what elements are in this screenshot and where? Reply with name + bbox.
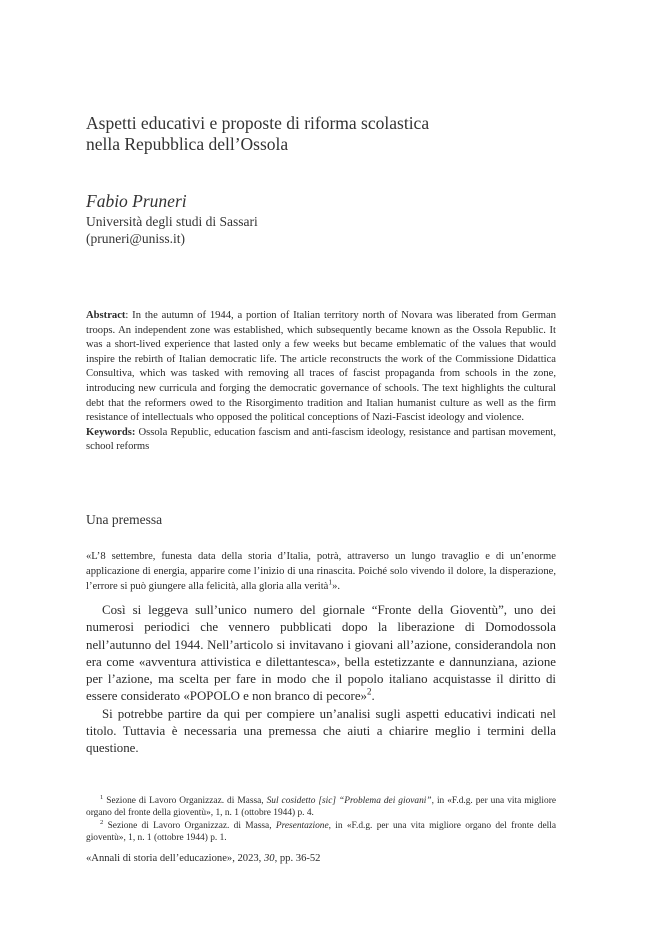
body-paragraph <box>86 602 556 706</box>
footnote-text: , in «F.d.g. per una vita migliore organo del fronte della gioventù», 1, n. 1 (ottobre 1944) p. 4. <box>86 796 556 819</box>
journal-citation <box>86 853 320 864</box>
title-line: nella Repubblica dell’Ossola <box>86 134 289 154</box>
citation-text: «Annali di storia dell’educazione», 2023, <box>86 853 264 864</box>
title-line: Aspetti educativi e proposte di riforma scolastica <box>86 113 430 133</box>
footnote-text: Sezione di Lavoro Organizzaz. di Massa, <box>103 820 276 831</box>
footnote-ref: 2 <box>367 687 372 698</box>
author-email: (pruneri@uniss.it) <box>86 231 186 246</box>
footnote <box>86 820 556 845</box>
footnote <box>86 795 556 820</box>
abstract-paragraph <box>86 309 556 426</box>
quote-end: ». <box>332 581 341 592</box>
citation-pages: , pp. 36-52 <box>274 853 321 864</box>
footnote-title: Presentazione <box>275 820 329 831</box>
section-heading: Una premessa <box>86 512 163 527</box>
footnote-number: 1 <box>100 793 104 801</box>
paragraph-text: Così si leggeva sull’unico numero del giornale “Fronte della Gioventù”, uno dei numerosi periodici che vennero pubblicati dopo la liberazione di Domodossola nell’autunno del 1944. Nell’articolo si invitavano i giovani all’azione, considerandola non era come «avventura attivistica e dilettantesca», bella estetizzante e dannunziana, azione per l’azione, ma scelta per fare in modo che il popolo italiano acquistasse il diritto di essere considerato «POPOLO e non branco di pecore» <box>86 603 556 704</box>
abstract <box>86 309 556 455</box>
footnote-text: , in «F.d.g. per una vita migliore organo del fronte della gioventù», 1, n. 1 (ottobre 1944) p. 1. <box>86 820 556 844</box>
keywords-text: Ossola Republic, education fascism and anti-fascism ideology, resistance and partisan movement, school reforms <box>86 426 556 453</box>
footnote-number: 2 <box>100 818 104 826</box>
citation-volume: 30 <box>263 853 275 864</box>
body-paragraph: Si potrebbe partire da qui per compiere un’analisi sugli aspetti educativi indicati nel titolo. Tuttavia è necessaria una premessa che aiuti a chiarire meglio i termini della questione. <box>86 706 556 756</box>
footnote-text: Sezione di Lavoro Organizzaz. di Massa, <box>103 796 267 806</box>
abstract-label: Abstract <box>86 310 126 321</box>
article-title <box>86 113 566 155</box>
body-text <box>86 602 556 758</box>
footnote-title: Sul cosidetto [sic] “Problema dei giovani” <box>266 796 432 806</box>
author-affiliation-block <box>86 213 258 247</box>
author-affiliation: Università degli studi di Sassari <box>86 214 258 229</box>
footnote-ref: 1 <box>328 577 333 587</box>
keywords <box>86 426 556 455</box>
author-name: Fabio Pruneri <box>86 191 187 211</box>
quote-text: «L’8 settembre, funesta data della storia d’Italia, potrà, attraverso un lungo travaglio e di un’enorme applicazione di energia, apparire come l’inizio di una rinascita. Poiché solo vivendo il dolore, la disperazione, l’errore si può giungere alla felicità, alla gloria alla verità <box>86 551 556 592</box>
keywords-label: Keywords: <box>86 426 136 438</box>
paragraph-end: . <box>371 689 375 704</box>
footnotes <box>86 795 556 845</box>
abstract-text: : In the autumn of 1944, a portion of Italian territory north of Novara was liberated from German troops. An independent zone was established, which subsequently became known as the Ossola Republic. It was a short-lived experience that lasted only a few weeks but became emblematic of the values that would inspire the rebirth of Italian democratic life. The article reconstructs the work of the Commissione Didattica Consultiva, which was tasked with removing all traces of fascist propaganda from schools in the zone, introducing new curricula and forging the democratic governance of schools. The text highlights the cultural debt that the reformers owed to the Risorgimento tradition and Italian humanist culture as well as the firm resistance of intellectuals who opposed the political conceptions of Nazi-Fascist ideology and violence. <box>86 310 556 424</box>
epigraph-quote <box>86 549 556 594</box>
